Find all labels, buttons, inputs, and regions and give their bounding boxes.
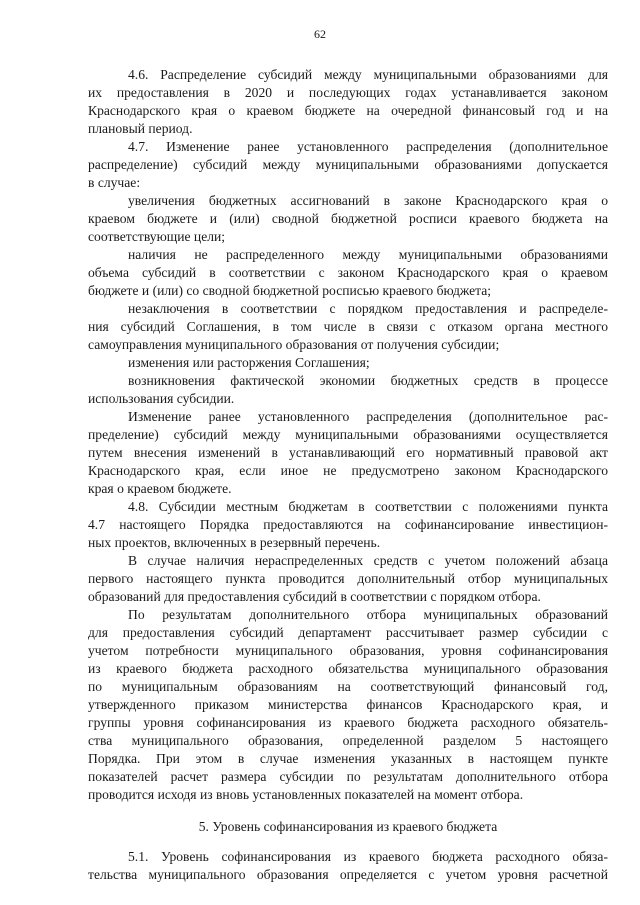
text-line: учетом потребности муниципального образования, уровня софинансирования	[88, 643, 608, 658]
text-line: Краснодарского края о краевом бюджете на очередной финансовый год и на	[88, 103, 608, 118]
text-line: из краевого бюджета расходного обязательства муниципального образования	[88, 661, 608, 676]
text-line: незаключения в соответствии с порядком предоставления и распределе-	[128, 301, 608, 316]
text-line: ства муниципального образования, определенной разделом 5 настоящего	[88, 733, 608, 748]
text-line: наличия не распределенного между муниципальными образованиями	[128, 247, 608, 262]
text-line: края о краевом бюджете.	[88, 481, 232, 496]
text-line: увеличения бюджетных ассигнований в законе Краснодарского края о	[128, 193, 608, 208]
text-line: показателей расчет размера субсидии по результатам дополнительного отбора	[88, 769, 608, 784]
text-line: плановый период.	[88, 121, 193, 136]
text-line: 4.8. Субсидии местным бюджетам в соответствии с положениями пункта	[128, 499, 608, 514]
text-line: краевом бюджете и (или) сводной бюджетной росписи краевого бюджета на	[88, 211, 608, 226]
text-line: в случае:	[88, 175, 141, 190]
text-line: утвержденного приказом министерства финансов Краснодарского края, и	[88, 697, 608, 712]
text-line: самоуправления муниципального образования от получения субсидии;	[88, 337, 500, 352]
text-line: 4.7. Изменение ранее установленного распределения (дополнительное	[128, 139, 608, 154]
text-line: пределение) субсидий между муниципальными образованиями осуществляется	[88, 427, 608, 442]
text-line: их предоставления в 2020 и последующих годах устанавливается законом	[88, 85, 608, 100]
text-line: 4.7 настоящего Порядка предоставляются на софинансирование инвестицион-	[88, 517, 608, 532]
page-number: 62	[314, 27, 326, 41]
text-line: объема субсидий в соответствии с законом Краснодарского края о краевом	[88, 265, 608, 280]
section-heading: 5. Уровень софинансирования из краевого бюджета	[198, 819, 498, 834]
text-line: использования субсидии.	[88, 391, 235, 406]
text-line: по муниципальным образованиям на соответствующий финансовый год,	[88, 679, 608, 694]
text-line: ния субсидий Соглашения, в том числе в связи с отказом органа местного	[88, 319, 608, 334]
text-line: В случае наличия нераспределенных средств с учетом положений абзаца	[128, 553, 608, 568]
text-line: тельства муниципального образования определяется с учетом уровня расчетной	[88, 867, 608, 882]
text-line: 4.6. Распределение субсидий между муниципальными образованиями для	[128, 67, 608, 82]
text-line: распределение) субсидий между муниципальными образованиями допускается	[88, 157, 608, 172]
text-line: первого настоящего пункта проводится дополнительный отбор муниципальных	[88, 571, 608, 586]
text-line: Порядка. При этом в случае изменения указанных в настоящем пункте	[88, 751, 608, 766]
text-line: группы уровня софинансирования из краевого бюджета расходного обязатель-	[88, 715, 608, 730]
text-line: Изменение ранее установленного распределения (дополнительное рас-	[128, 409, 608, 424]
text-line: изменения или расторжения Соглашения;	[128, 355, 370, 370]
text-line: 5.1. Уровень софинансирования из краевого бюджета расходного обяза-	[128, 849, 608, 864]
text-line: Краснодарского края, если иное не предусмотрено законом Краснодарского	[88, 463, 608, 478]
text-line: По результатам дополнительного отбора муниципальных образований	[128, 607, 608, 622]
text-line: соответствующие цели;	[88, 229, 226, 244]
text-line: для предоставления субсидий департамент рассчитывает размер субсидии с	[88, 625, 608, 640]
text-line: бюджете и (или) со сводной бюджетной росписью краевого бюджета;	[88, 283, 492, 298]
text-line: возникновения фактической экономии бюджетных средств в процессе	[128, 373, 608, 388]
text-line: ных проектов, включенных в резервный перечень.	[88, 535, 381, 550]
text-line: проводится исходя из вновь установленных показателей на момент отбора.	[88, 787, 524, 802]
text-line: образований для предоставления субсидий в соответствии с порядком отбора.	[88, 589, 541, 604]
text-line: путем внесения изменений в устанавливающий его нормативный правовой акт	[88, 445, 608, 460]
